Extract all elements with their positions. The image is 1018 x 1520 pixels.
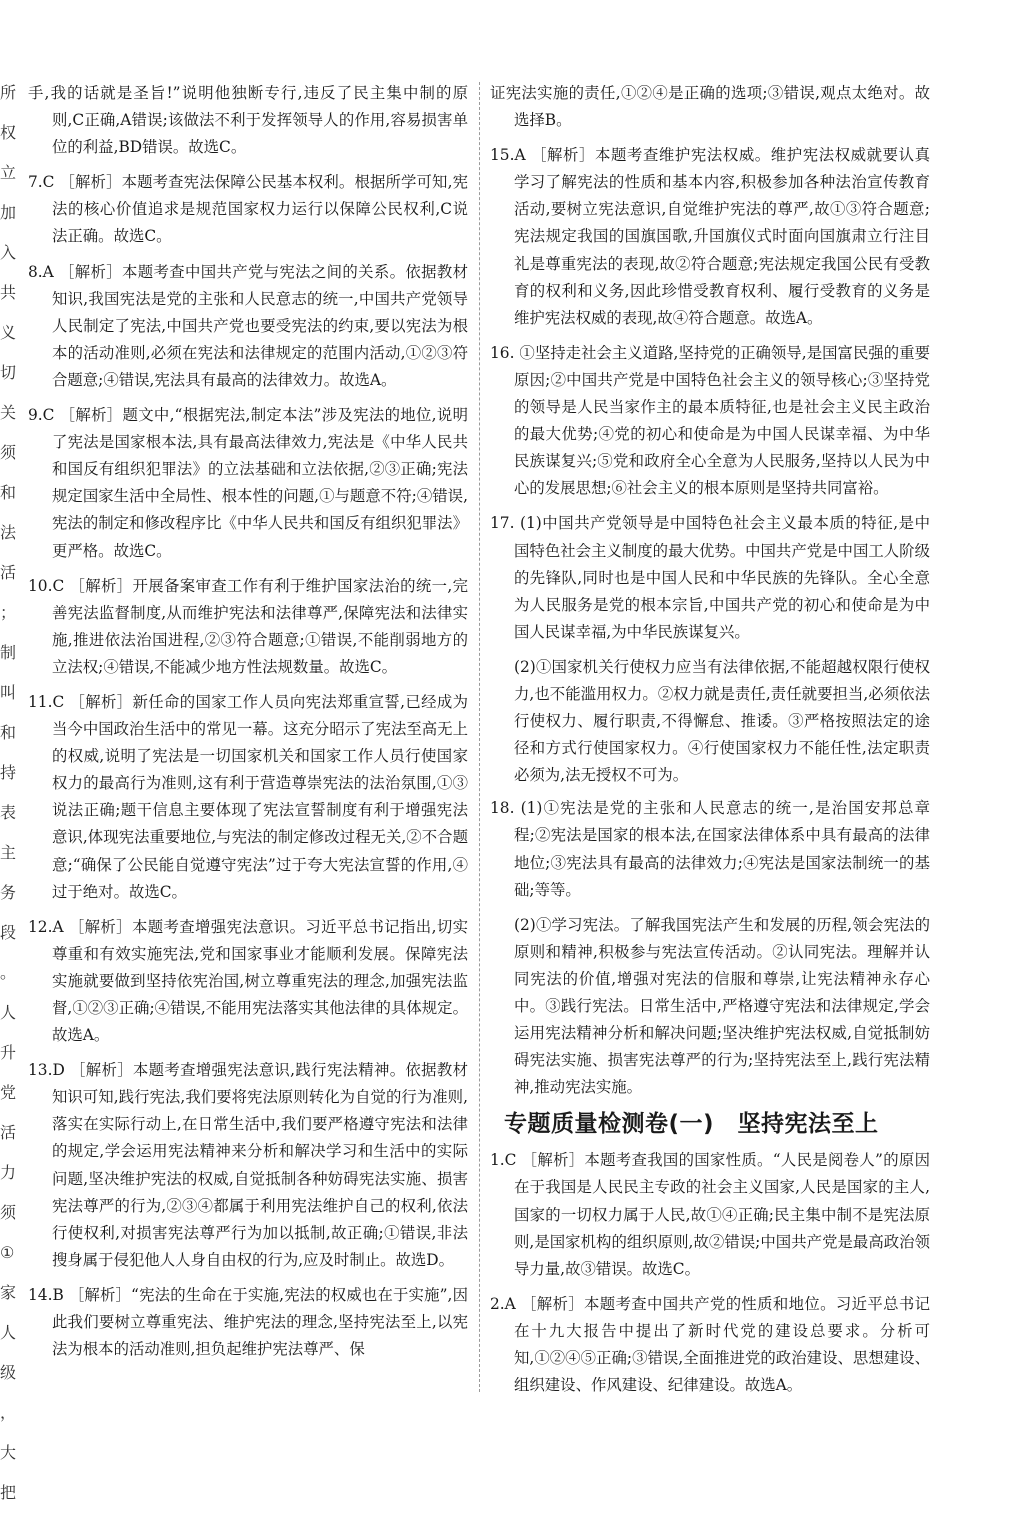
edge-char: 须 xyxy=(0,1203,17,1222)
answer-number: 2.A xyxy=(490,1294,522,1313)
answer-text: ［解析］本题考查宪法保障公民基本权利。根据所学可知,宪法的核心价值追求是规范国家权力运行以保障公民权利,C说法正确。故选C。 xyxy=(52,173,468,246)
answer-item xyxy=(490,1291,930,1399)
answer-text: ［解析］新任命的国家工作人员向宪法郑重宣誓,已经成为当今中国政治生活中的常见一幕。这充分昭示了宪法至高无上的权威,说明了宪法是一切国家机关和国家工作人员行使国家权力的最高行为准则,这有利于营造尊崇宪法的法治氛围,①③说法正确;题干信息主要体现了宪法宣誓制度有利于增强宪法意识,体现宪法重要地位,与宪法的制定修改过程无关,②不合题意;“确保了公民能自觉遵守宪法”过于夸大宪法宣誓的作用,④过于绝对。故选C。 xyxy=(52,692,468,901)
answer-text: ［解析］本题考查维护宪法权威。维护宪法权威就要认真学习了解宪法的性质和基本内容,积极参加各种法治宣传教育活动,要树立宪法意识,自觉维护宪法的尊严,故①③符合题意;宪法规定我国的国旗国歌,升国旗仪式时面向国旗肃立行注目礼是尊重宪法的表现,故②符合题意;宪法规定我国公民有受教育的权利和义务,因此珍惜受教育权利、履行受教育的义务是维护宪法权威的表现,故④符合题意。故选A。 xyxy=(514,146,930,327)
answer-text: ［解析］本题考查增强宪法意识。习近平总书记指出,切实尊重和有效实施宪法,党和国家事业才能顺利发展。保障宪法实施就要做到坚持依宪治国,树立尊重宪法的理念,加强宪法监督,①②③正确;④错误,不能用宪法落实其他法律的具体规定。故选A。 xyxy=(52,917,468,1045)
answer-text: (1)中国共产党领导是中国特色社会主义最本质的特征,是中国特色社会主义制度的最大优势。中国共产党是中国工人阶级的先锋队,同时也是中国人民和中华民族的先锋队。全心全意为人民服务是党的根本宗旨,中国共产党的初心和使命是为中国人民谋幸福,为中华民族谋复兴。 xyxy=(514,514,930,641)
answer-item xyxy=(28,80,468,161)
answer-number: 15.A xyxy=(490,146,532,165)
answer-number: 14.B xyxy=(28,1285,69,1304)
edge-char: ； xyxy=(0,603,17,622)
answer-item xyxy=(490,1147,930,1282)
answer-number: 7.C xyxy=(28,173,60,192)
edge-char: 和 xyxy=(0,723,17,742)
answer-number: 17. xyxy=(490,514,520,533)
answer-item xyxy=(490,510,930,645)
answer-text: ［解析］本题考查中国共产党与宪法之间的关系。依据教材知识,我国宪法是党的主张和人民意志的统一,中国共产党领导人民制定了宪法,中国共产党也要受宪法的约束,要以宪法为根本的活动准则,必须在宪法和法律规定的范围内活动,①②③符合题意;④错误,宪法具有最高的法律效力。故选A。 xyxy=(52,262,468,389)
answer-number: 8.A xyxy=(28,262,60,281)
answer-item xyxy=(28,914,468,1049)
edge-char: 大 xyxy=(0,1443,17,1462)
edge-char: ① xyxy=(0,1243,15,1262)
answer-text: ［解析］开展备案审查工作有利于维护国家法治的统一,完善宪法监督制度,从而维护宪法和法律尊严,保障宪法和法律实施,推进依法治国进程,②③符合题意;①错误,不能削弱地方的立法权;④错误,不能减少地方性法规数量。故选C。 xyxy=(52,576,468,676)
edge-char: 人 xyxy=(0,1003,17,1022)
answer-text: (2)①国家机关行使权力应当有法律依据,不能超越权限行使权力,也不能滥用权力。②权力就是责任,责任就要担当,必须依法行使权力、履行职责,不得懈怠、推诿。③严格按照法定的途径和方式行使国家权力。④行使国家权力不能任性,法定职责必须为,法无授权不可为。 xyxy=(514,657,930,785)
edge-char: 入 xyxy=(0,243,17,262)
answer-text: ［解析］本题考查增强宪法意识,践行宪法精神。依据教材知识可知,践行宪法,我们要将宪法原则转化为自觉的行为准则,落实在实际行动上,在日常生活中,我们要严格遵守宪法和法律的规定,学会运用宪法精神来分析和解决学习和生活中的实际问题,坚决维护宪法的权威,自觉抵制各种妨碍宪法实施、损害宪法尊严的行为,②③④都属于利用宪法维护自己的权利,依法行使权利,对损害宪法尊严行为加以抵制,故正确;①错误,非法搜身属于侵犯他人人身自由权的行为,应及时制止。故选D。 xyxy=(52,1061,468,1269)
answer-text: (1)①宪法是党的主张和人民意志的统一,是治国安邦总章程;②宪法是国家的根本法,在国家法律体系中具有最高的法律地位;③宪法具有最高的法律效力;④宪法是国家法制统一的基础;等等。 xyxy=(514,799,930,899)
edge-char: 共 xyxy=(0,283,17,302)
edge-char: 表 xyxy=(0,803,17,822)
edge-char: 持 xyxy=(0,763,17,782)
right-column xyxy=(490,80,930,1407)
edge-char: 活 xyxy=(0,1123,17,1142)
left-edge-fragments xyxy=(0,80,18,1520)
answer-text: ［解析］本题考查中国共产党的性质和地位。习近平总书记在十九大报告中提出了新时代党的建设总要求。分析可知,①②④⑤正确;③错误,全面推进党的政治建设、思想建设、组织建设、作风建设、纪律建设。故选A。 xyxy=(514,1294,930,1395)
answer-item xyxy=(28,1057,468,1274)
answer-item xyxy=(490,912,930,1102)
answer-text: ［解析］本题考查我国的国家性质。“人民是阅卷人”的原因在于我国是人民民主专政的社会主义国家,人民是国家的主人,国家的一切权力属于人民,故①④正确;民主集中制不是宪法原则,是国家机构的组织原则,故②错误;中国共产党是最高政治领导力量,故③错误。故选C。 xyxy=(514,1151,930,1278)
answer-number: 9.C xyxy=(28,406,60,425)
answer-text: 手,我的话就是圣旨!”说明他独断专行,违反了民主集中制的原则,C正确,A错误;该做法不利于发挥领导人的作用,容易损害单位的利益,BD错误。故选C。 xyxy=(28,84,468,157)
answer-item xyxy=(28,259,468,394)
answer-number: 1.C xyxy=(490,1151,522,1170)
edge-char: 党 xyxy=(0,1083,17,1102)
answer-number: 11.C xyxy=(28,692,70,711)
answer-text: ［解析］题文中,“根据宪法,制定本法”涉及宪法的地位,说明了宪法是国家根本法,具有最高法律效力,宪法是《中华人民共和国反有组织犯罪法》的立法基础和立法依据,②③正确;宪法规定国家生活中全局性、根本性的问题,①与题意不符;④错误,宪法的制定和修改程序比《中华人民共和国反有组织犯罪法》更严格。故选C。 xyxy=(52,406,468,560)
edge-char: 加 xyxy=(0,203,17,222)
edge-char: 法 xyxy=(0,523,17,542)
answer-item xyxy=(28,402,468,565)
answer-text: ［解析］“宪法的生命在于实施,宪法的权威也在于实施”,因此我们要树立尊重宪法、维护宪法的理念,坚持宪法至上,以宪法为根本的活动准则,担负起维护宪法尊严、保 xyxy=(52,1285,468,1359)
answer-text: 证宪法实施的责任,①②④是正确的选项;③错误,观点太绝对。故选择B。 xyxy=(490,84,930,130)
edge-char: 制 xyxy=(0,643,17,662)
answer-text: (2)①学习宪法。了解我国宪法产生和发展的历程,领会宪法的原则和精神,积极参与宪法宣传活动。②认同宪法。理解并认同宪法的价值,增强对宪法的信服和尊崇,让宪法精神永存心中。③践行宪法。日常生活中,严格遵守宪法和法律规定,学会运用宪法精神分析和解决问题;坚决维护宪法权威,自觉抵制妨碍宪法实施、损害宪法尊严的行为;坚持宪法至上,践行宪法精神,推动宪法实施。 xyxy=(514,915,930,1097)
answer-item xyxy=(28,573,468,681)
answer-number: 16. xyxy=(490,343,520,362)
answer-item xyxy=(490,80,930,134)
edge-char: 段 xyxy=(0,923,17,942)
answer-item xyxy=(490,795,930,903)
answer-number: 18. xyxy=(490,799,521,818)
answer-number: 13.D xyxy=(28,1061,71,1080)
answer-item xyxy=(490,142,930,332)
answer-number: 10.C xyxy=(28,576,70,595)
edge-char: 主 xyxy=(0,843,17,862)
answers-part-b xyxy=(490,1147,930,1399)
edge-char: 所 xyxy=(0,83,17,102)
edge-char: 义 xyxy=(0,323,17,342)
edge-char: 关 xyxy=(0,403,17,422)
column-divider xyxy=(479,82,480,1392)
section-title: 专题质量检测卷(一) 坚持宪法至上 xyxy=(504,1111,879,1138)
edge-char: 升 xyxy=(0,1043,17,1062)
edge-char: 。 xyxy=(0,963,17,982)
edge-char: 级 xyxy=(0,1363,17,1382)
edge-char: 立 xyxy=(0,163,17,182)
edge-char: 切 xyxy=(0,363,17,382)
edge-char: 权 xyxy=(0,123,17,142)
edge-char: 人 xyxy=(0,1323,17,1342)
answers-part-a xyxy=(490,80,930,1101)
answer-number: 12.A xyxy=(28,917,69,936)
edge-char: 和 xyxy=(0,483,17,502)
answer-item xyxy=(28,1282,468,1363)
edge-char: ， xyxy=(0,1403,17,1422)
answer-text: ①坚持走社会主义道路,坚持党的正确领导,是国富民强的重要原因;②中国共产党是中国特色社会主义的领导核心;③坚持党的领导是人民当家作主的最本质特征,也是社会主义民主政治的最大优势;④党的初心和使命是为中国人民谋幸福、为中华民族谋复兴;⑤党和政府全心全意为人民服务,坚持以人民为中心的发展思想;⑥社会主义的根本原则是坚持共同富裕。 xyxy=(514,343,930,498)
edge-char: 活 xyxy=(0,563,17,582)
answer-item xyxy=(28,169,468,250)
edge-char: 把 xyxy=(0,1483,17,1502)
answer-item xyxy=(28,689,468,906)
left-column xyxy=(28,80,468,1371)
edge-char: 力 xyxy=(0,1163,17,1182)
edge-char: 叫 xyxy=(0,683,17,702)
answer-item xyxy=(490,654,930,789)
answer-item xyxy=(490,340,930,503)
edge-char: 须 xyxy=(0,443,17,462)
edge-char: 家 xyxy=(0,1283,17,1302)
edge-char: 务 xyxy=(0,883,17,902)
